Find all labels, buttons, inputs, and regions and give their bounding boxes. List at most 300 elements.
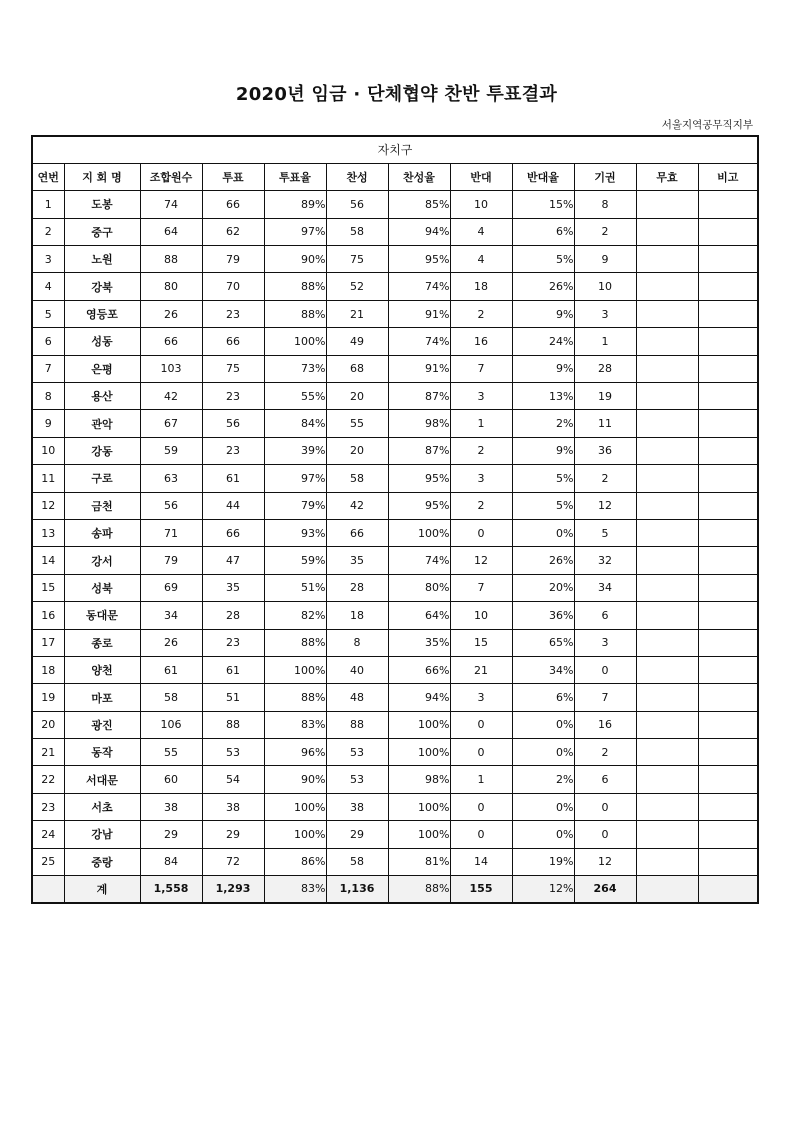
member-count: 60 — [140, 766, 202, 793]
branch-name: 서초 — [64, 793, 140, 820]
yes-rate: 94% — [388, 684, 450, 711]
row-number: 24 — [32, 821, 64, 848]
yes-count: 56 — [326, 191, 388, 218]
yes-count: 75 — [326, 246, 388, 273]
no-rate: 9% — [512, 300, 574, 327]
invalid-count — [636, 246, 698, 273]
vote-count: 28 — [202, 602, 264, 629]
member-count: 61 — [140, 656, 202, 683]
row-number: 4 — [32, 273, 64, 300]
note — [698, 574, 758, 601]
note — [698, 629, 758, 656]
row-number: 5 — [32, 300, 64, 327]
row-number: 2 — [32, 218, 64, 245]
vote-count: 23 — [202, 629, 264, 656]
abstain-count: 19 — [574, 383, 636, 410]
col-header-branch: 지 회 명 — [64, 163, 140, 190]
vote-count: 66 — [202, 328, 264, 355]
invalid-count — [636, 602, 698, 629]
vote-rate: 100% — [264, 328, 326, 355]
no-rate: 24% — [512, 328, 574, 355]
branch-name: 구로 — [64, 465, 140, 492]
branch-name: 광진 — [64, 711, 140, 738]
table-row — [32, 383, 758, 410]
member-count: 66 — [140, 328, 202, 355]
yes-count: 49 — [326, 328, 388, 355]
member-count: 56 — [140, 492, 202, 519]
invalid-count — [636, 656, 698, 683]
member-count: 88 — [140, 246, 202, 273]
yes-count: 38 — [326, 793, 388, 820]
col-header-invalid: 무효 — [636, 163, 698, 190]
yes-rate: 94% — [388, 218, 450, 245]
no-count: 0 — [450, 711, 512, 738]
abstain-count: 32 — [574, 547, 636, 574]
abstain-count: 264 — [574, 876, 636, 903]
branch-name: 동대문 — [64, 602, 140, 629]
row-number: 14 — [32, 547, 64, 574]
yes-count: 21 — [326, 300, 388, 327]
note — [698, 766, 758, 793]
yes-count: 28 — [326, 574, 388, 601]
no-count: 0 — [450, 821, 512, 848]
vote-rate: 79% — [264, 492, 326, 519]
note — [698, 437, 758, 464]
vote-count: 61 — [202, 656, 264, 683]
no-count: 4 — [450, 218, 512, 245]
invalid-count — [636, 492, 698, 519]
vote-rate: 97% — [264, 218, 326, 245]
member-count: 64 — [140, 218, 202, 245]
row-number: 22 — [32, 766, 64, 793]
table-row — [32, 465, 758, 492]
invalid-count — [636, 711, 698, 738]
yes-count: 52 — [326, 273, 388, 300]
table-row — [32, 273, 758, 300]
abstain-count: 0 — [574, 821, 636, 848]
row-number: 6 — [32, 328, 64, 355]
abstain-count: 0 — [574, 793, 636, 820]
vote-count: 66 — [202, 191, 264, 218]
invalid-count — [636, 437, 698, 464]
member-count: 74 — [140, 191, 202, 218]
no-rate: 19% — [512, 848, 574, 875]
invalid-count — [636, 766, 698, 793]
row-number: 3 — [32, 246, 64, 273]
row-number: 25 — [32, 848, 64, 875]
yes-rate: 98% — [388, 766, 450, 793]
col-header-no-votes: 반대 — [450, 163, 512, 190]
invalid-count — [636, 629, 698, 656]
abstain-count: 8 — [574, 191, 636, 218]
invalid-count — [636, 793, 698, 820]
table-row — [32, 191, 758, 218]
no-rate: 12% — [512, 876, 574, 903]
branch-name: 도봉 — [64, 191, 140, 218]
group-header: 자치구 — [32, 136, 758, 163]
yes-count: 55 — [326, 410, 388, 437]
no-rate: 0% — [512, 519, 574, 546]
no-count: 1 — [450, 410, 512, 437]
abstain-count: 12 — [574, 848, 636, 875]
row-number: 7 — [32, 355, 64, 382]
vote-count: 75 — [202, 355, 264, 382]
member-count: 34 — [140, 602, 202, 629]
invalid-count — [636, 574, 698, 601]
no-rate: 26% — [512, 547, 574, 574]
no-rate: 13% — [512, 383, 574, 410]
branch-name: 금천 — [64, 492, 140, 519]
no-count: 0 — [450, 519, 512, 546]
no-rate: 0% — [512, 711, 574, 738]
row-number: 23 — [32, 793, 64, 820]
member-count: 71 — [140, 519, 202, 546]
yes-rate: 35% — [388, 629, 450, 656]
vote-count: 79 — [202, 246, 264, 273]
vote-count: 70 — [202, 273, 264, 300]
note — [698, 656, 758, 683]
organization-name: 서울지역공무직지부 — [661, 119, 753, 131]
table-row — [32, 793, 758, 820]
vote-count: 54 — [202, 766, 264, 793]
table-row — [32, 492, 758, 519]
row-number: 12 — [32, 492, 64, 519]
yes-rate: 98% — [388, 410, 450, 437]
abstain-count: 11 — [574, 410, 636, 437]
table-row — [32, 656, 758, 683]
invalid-count — [636, 684, 698, 711]
yes-count: 8 — [326, 629, 388, 656]
branch-name: 강서 — [64, 547, 140, 574]
note — [698, 821, 758, 848]
no-count: 16 — [450, 328, 512, 355]
vote-rate: 39% — [264, 437, 326, 464]
vote-count: 88 — [202, 711, 264, 738]
table-row — [32, 821, 758, 848]
yes-count: 35 — [326, 547, 388, 574]
document-title: 2020년 임금 · 단체협약 찬반 투표결과 — [235, 84, 558, 105]
yes-count: 53 — [326, 766, 388, 793]
vote-count: 38 — [202, 793, 264, 820]
vote-count: 29 — [202, 821, 264, 848]
no-count: 14 — [450, 848, 512, 875]
yes-count: 68 — [326, 355, 388, 382]
vote-count: 44 — [202, 492, 264, 519]
invalid-count — [636, 519, 698, 546]
no-rate: 5% — [512, 465, 574, 492]
col-header-vote-rate: 투표율 — [264, 163, 326, 190]
yes-count: 29 — [326, 821, 388, 848]
vote-rate: 100% — [264, 793, 326, 820]
member-count: 42 — [140, 383, 202, 410]
no-rate: 6% — [512, 218, 574, 245]
vote-rate: 97% — [264, 465, 326, 492]
no-count: 10 — [450, 602, 512, 629]
abstain-count: 3 — [574, 300, 636, 327]
note — [698, 218, 758, 245]
abstain-count: 5 — [574, 519, 636, 546]
table-row — [32, 437, 758, 464]
abstain-count: 2 — [574, 465, 636, 492]
no-count: 12 — [450, 547, 512, 574]
vote-count: 72 — [202, 848, 264, 875]
member-count: 103 — [140, 355, 202, 382]
yes-count: 20 — [326, 437, 388, 464]
no-count: 21 — [450, 656, 512, 683]
row-number: 20 — [32, 711, 64, 738]
branch-name: 송파 — [64, 519, 140, 546]
col-header-no-rate: 반대율 — [512, 163, 574, 190]
branch-name: 마포 — [64, 684, 140, 711]
yes-rate: 100% — [388, 519, 450, 546]
note — [698, 410, 758, 437]
branch-name: 동작 — [64, 739, 140, 766]
note — [698, 684, 758, 711]
row-number: 13 — [32, 519, 64, 546]
table-row — [32, 629, 758, 656]
invalid-count — [636, 739, 698, 766]
note — [698, 328, 758, 355]
table-row — [32, 739, 758, 766]
invalid-count — [636, 191, 698, 218]
invalid-count — [636, 547, 698, 574]
member-count: 84 — [140, 848, 202, 875]
abstain-count: 7 — [574, 684, 636, 711]
branch-name: 성북 — [64, 574, 140, 601]
no-rate: 26% — [512, 273, 574, 300]
table-row — [32, 410, 758, 437]
yes-count: 48 — [326, 684, 388, 711]
vote-rate: 90% — [264, 766, 326, 793]
member-count: 67 — [140, 410, 202, 437]
abstain-count: 3 — [574, 629, 636, 656]
yes-rate: 95% — [388, 246, 450, 273]
yes-rate: 66% — [388, 656, 450, 683]
branch-name: 양천 — [64, 656, 140, 683]
note — [698, 876, 758, 903]
vote-count: 23 — [202, 300, 264, 327]
table-row — [32, 848, 758, 875]
vote-count: 1,293 — [202, 876, 264, 903]
vote-count: 62 — [202, 218, 264, 245]
table-row — [32, 246, 758, 273]
invalid-count — [636, 876, 698, 903]
yes-rate: 81% — [388, 848, 450, 875]
vote-results-table — [31, 135, 759, 904]
member-count: 80 — [140, 273, 202, 300]
no-rate: 9% — [512, 437, 574, 464]
invalid-count — [636, 821, 698, 848]
branch-name: 성동 — [64, 328, 140, 355]
invalid-count — [636, 273, 698, 300]
invalid-count — [636, 218, 698, 245]
abstain-count: 28 — [574, 355, 636, 382]
no-rate: 0% — [512, 739, 574, 766]
note — [698, 273, 758, 300]
abstain-count: 9 — [574, 246, 636, 273]
yes-rate: 100% — [388, 793, 450, 820]
no-rate: 34% — [512, 656, 574, 683]
vote-rate: 93% — [264, 519, 326, 546]
yes-rate: 74% — [388, 328, 450, 355]
vote-rate: 82% — [264, 602, 326, 629]
vote-rate: 83% — [264, 876, 326, 903]
no-rate: 9% — [512, 355, 574, 382]
no-count: 2 — [450, 437, 512, 464]
vote-count: 35 — [202, 574, 264, 601]
no-count: 10 — [450, 191, 512, 218]
row-number — [32, 876, 64, 903]
no-rate: 2% — [512, 766, 574, 793]
branch-name: 영등포 — [64, 300, 140, 327]
note — [698, 519, 758, 546]
note — [698, 793, 758, 820]
yes-count: 40 — [326, 656, 388, 683]
yes-count: 88 — [326, 711, 388, 738]
member-count: 29 — [140, 821, 202, 848]
col-header-note: 비고 — [698, 163, 758, 190]
note — [698, 602, 758, 629]
invalid-count — [636, 465, 698, 492]
note — [698, 465, 758, 492]
no-rate: 36% — [512, 602, 574, 629]
col-header-yes: 찬성 — [326, 163, 388, 190]
member-count: 26 — [140, 300, 202, 327]
member-count: 58 — [140, 684, 202, 711]
table-row — [32, 355, 758, 382]
branch-name: 종로 — [64, 629, 140, 656]
table-row — [32, 547, 758, 574]
total-row — [32, 876, 758, 903]
yes-count: 66 — [326, 519, 388, 546]
member-count: 106 — [140, 711, 202, 738]
vote-rate: 88% — [264, 629, 326, 656]
table-row — [32, 328, 758, 355]
row-number: 10 — [32, 437, 64, 464]
yes-count: 20 — [326, 383, 388, 410]
vote-count: 23 — [202, 437, 264, 464]
vote-rate: 51% — [264, 574, 326, 601]
col-header-abstain: 기권 — [574, 163, 636, 190]
table-row — [32, 711, 758, 738]
no-count: 0 — [450, 793, 512, 820]
note — [698, 492, 758, 519]
note — [698, 739, 758, 766]
abstain-count: 6 — [574, 602, 636, 629]
table-row — [32, 574, 758, 601]
note — [698, 711, 758, 738]
abstain-count: 34 — [574, 574, 636, 601]
member-count: 69 — [140, 574, 202, 601]
vote-rate: 88% — [264, 300, 326, 327]
row-number: 17 — [32, 629, 64, 656]
vote-count: 47 — [202, 547, 264, 574]
row-number: 9 — [32, 410, 64, 437]
no-rate: 5% — [512, 492, 574, 519]
branch-name: 중랑 — [64, 848, 140, 875]
no-rate: 20% — [512, 574, 574, 601]
yes-rate: 74% — [388, 273, 450, 300]
vote-rate: 89% — [264, 191, 326, 218]
vote-rate: 88% — [264, 684, 326, 711]
member-count: 55 — [140, 739, 202, 766]
vote-count: 66 — [202, 519, 264, 546]
note — [698, 848, 758, 875]
no-count: 2 — [450, 300, 512, 327]
column-header-row — [32, 163, 758, 190]
vote-rate: 86% — [264, 848, 326, 875]
no-count: 7 — [450, 574, 512, 601]
vote-count: 56 — [202, 410, 264, 437]
yes-rate: 88% — [388, 876, 450, 903]
yes-rate: 91% — [388, 355, 450, 382]
invalid-count — [636, 328, 698, 355]
invalid-count — [636, 410, 698, 437]
no-count: 3 — [450, 465, 512, 492]
member-count: 1,558 — [140, 876, 202, 903]
vote-rate: 73% — [264, 355, 326, 382]
table-row — [32, 766, 758, 793]
vote-count: 51 — [202, 684, 264, 711]
abstain-count: 16 — [574, 711, 636, 738]
branch-name: 강남 — [64, 821, 140, 848]
no-count: 7 — [450, 355, 512, 382]
vote-rate: 84% — [264, 410, 326, 437]
table-body — [32, 191, 758, 903]
abstain-count: 6 — [574, 766, 636, 793]
row-number: 21 — [32, 739, 64, 766]
invalid-count — [636, 383, 698, 410]
yes-count: 18 — [326, 602, 388, 629]
invalid-count — [636, 848, 698, 875]
vote-rate: 83% — [264, 711, 326, 738]
abstain-count: 2 — [574, 218, 636, 245]
member-count: 79 — [140, 547, 202, 574]
row-number: 18 — [32, 656, 64, 683]
no-rate: 0% — [512, 793, 574, 820]
branch-name: 은평 — [64, 355, 140, 382]
yes-rate: 85% — [388, 191, 450, 218]
vote-rate: 55% — [264, 383, 326, 410]
yes-rate: 95% — [388, 492, 450, 519]
abstain-count: 0 — [574, 656, 636, 683]
note — [698, 355, 758, 382]
branch-name: 용산 — [64, 383, 140, 410]
invalid-count — [636, 300, 698, 327]
note — [698, 246, 758, 273]
abstain-count: 1 — [574, 328, 636, 355]
member-count: 38 — [140, 793, 202, 820]
note — [698, 547, 758, 574]
vote-rate: 100% — [264, 821, 326, 848]
abstain-count: 36 — [574, 437, 636, 464]
no-count: 4 — [450, 246, 512, 273]
no-rate: 65% — [512, 629, 574, 656]
row-number: 1 — [32, 191, 64, 218]
no-rate: 15% — [512, 191, 574, 218]
yes-count: 58 — [326, 465, 388, 492]
row-number: 8 — [32, 383, 64, 410]
yes-count: 58 — [326, 848, 388, 875]
vote-rate: 90% — [264, 246, 326, 273]
row-number: 16 — [32, 602, 64, 629]
note — [698, 191, 758, 218]
branch-name: 강북 — [64, 273, 140, 300]
branch-name: 관악 — [64, 410, 140, 437]
col-header-no: 연번 — [32, 163, 64, 190]
yes-rate: 80% — [388, 574, 450, 601]
row-number: 15 — [32, 574, 64, 601]
